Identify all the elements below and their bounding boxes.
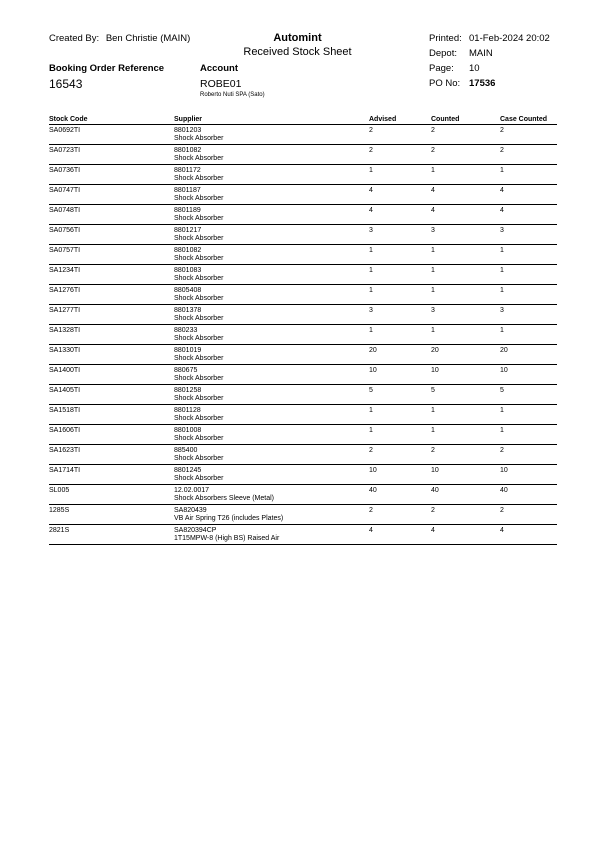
supplier-code: 8801245 — [174, 467, 202, 474]
supplier-code: 8801008 — [174, 427, 202, 434]
depot-value: MAIN — [469, 48, 493, 59]
created-by-value: Ben Christie (MAIN) — [105, 33, 191, 44]
advised-cell: 1 — [369, 265, 431, 285]
table-row — [49, 145, 557, 165]
case-counted-cell: 3 — [500, 305, 557, 325]
stock-code-cell: SA1400TI — [49, 365, 174, 385]
advised-cell: 5 — [369, 385, 431, 405]
supplier-code: 8801217 — [174, 227, 202, 234]
advised-cell: 2 — [369, 445, 431, 465]
supplier-cell — [174, 265, 369, 285]
item-description: Shock Absorber — [174, 195, 224, 202]
advised-cell: 4 — [369, 525, 431, 545]
supplier-cell — [174, 425, 369, 445]
table-row — [49, 285, 557, 305]
stock-code-cell: SA1276TI — [49, 285, 174, 305]
item-description: Shock Absorber — [174, 255, 224, 262]
supplier-cell — [174, 225, 369, 245]
counted-cell: 2 — [431, 125, 500, 145]
advised-cell: 1 — [369, 245, 431, 265]
supplier-cell — [174, 205, 369, 225]
table-body — [49, 125, 557, 545]
supplier-code: 8805408 — [174, 287, 202, 294]
table-row — [49, 325, 557, 345]
case-counted-cell: 2 — [500, 505, 557, 525]
item-description: Shock Absorber — [174, 295, 224, 302]
case-counted-cell: 4 — [500, 185, 557, 205]
stock-code-cell: SA0723TI — [49, 145, 174, 165]
printed-value: 01-Feb-2024 20:02 — [469, 33, 550, 44]
col-header-stock-code: Stock Code — [49, 113, 174, 125]
supplier-cell — [174, 245, 369, 265]
item-description: 1T15MPW-8 (High BS) Raised Air — [174, 535, 280, 542]
advised-cell: 1 — [369, 285, 431, 305]
supplier-code: 8801083 — [174, 267, 202, 274]
counted-cell: 1 — [431, 265, 500, 285]
advised-cell: 4 — [369, 185, 431, 205]
case-counted-cell: 4 — [500, 205, 557, 225]
advised-cell: 4 — [369, 205, 431, 225]
page-value: 10 — [469, 63, 480, 74]
stock-code-cell: SA1328TI — [49, 325, 174, 345]
case-counted-cell: 10 — [500, 365, 557, 385]
stock-code-cell: SA0756TI — [49, 225, 174, 245]
sheet-title: Received Stock Sheet — [243, 46, 352, 58]
advised-cell: 2 — [369, 505, 431, 525]
advised-cell: 1 — [369, 425, 431, 445]
supplier-code: 8801082 — [174, 147, 202, 154]
case-counted-cell: 1 — [500, 325, 557, 345]
col-header-counted: Counted — [431, 113, 500, 125]
supplier-code: 8801189 — [174, 207, 201, 214]
stock-code-cell: SA1277TI — [49, 305, 174, 325]
supplier-cell — [174, 165, 369, 185]
counted-cell: 20 — [431, 345, 500, 365]
supplier-code: 880675 — [174, 367, 198, 374]
supplier-code: 880233 — [174, 327, 198, 334]
item-description: Shock Absorber — [174, 455, 224, 462]
counted-cell: 4 — [431, 525, 500, 545]
table-row — [49, 345, 557, 365]
counted-cell: 4 — [431, 185, 500, 205]
table-row — [49, 245, 557, 265]
counted-cell: 2 — [431, 445, 500, 465]
item-description: Shock Absorbers Sleeve (Metal) — [174, 495, 274, 502]
page-label: Page: — [429, 63, 454, 74]
item-description: VB Air Spring T26 (includes Plates) — [174, 515, 284, 522]
supplier-cell — [174, 525, 369, 545]
supplier-cell — [174, 145, 369, 165]
company-name: Automint — [273, 32, 322, 44]
booking-ref-value: 16543 — [49, 77, 83, 91]
supplier-code: 12.02.0017 — [174, 487, 210, 494]
supplier-cell — [174, 325, 369, 345]
advised-cell: 10 — [369, 365, 431, 385]
counted-cell: 1 — [431, 425, 500, 445]
case-counted-cell: 2 — [500, 125, 557, 145]
table-row — [49, 405, 557, 425]
advised-cell: 1 — [369, 325, 431, 345]
printed-label: Printed: — [429, 33, 462, 44]
advised-cell: 40 — [369, 485, 431, 505]
advised-cell: 1 — [369, 165, 431, 185]
created-by-label: Created By: — [49, 33, 100, 44]
advised-cell: 20 — [369, 345, 431, 365]
supplier-code: 8801203 — [174, 127, 202, 134]
item-description: Shock Absorber — [174, 235, 224, 242]
table-row — [49, 485, 557, 505]
supplier-code: SA820394CP — [174, 527, 217, 534]
stock-code-cell: SA0748TI — [49, 205, 174, 225]
stock-code-cell: SA1518TI — [49, 405, 174, 425]
case-counted-cell: 1 — [500, 265, 557, 285]
stock-table — [49, 113, 557, 545]
supplier-cell — [174, 465, 369, 485]
advised-cell: 10 — [369, 465, 431, 485]
item-description: Shock Absorber — [174, 315, 224, 322]
stock-code-cell: SA1405TI — [49, 385, 174, 405]
item-description: Shock Absorber — [174, 435, 224, 442]
item-description: Shock Absorber — [174, 415, 224, 422]
advised-cell: 2 — [369, 145, 431, 165]
booking-ref-label: Booking Order Reference — [49, 63, 165, 74]
counted-cell: 3 — [431, 225, 500, 245]
item-description: Shock Absorber — [174, 335, 224, 342]
table-row — [49, 305, 557, 325]
supplier-cell — [174, 445, 369, 465]
stock-code-cell: SA1606TI — [49, 425, 174, 445]
stock-code-cell: SA0736TI — [49, 165, 174, 185]
item-description: Shock Absorber — [174, 215, 224, 222]
stock-code-cell: SA1623TI — [49, 445, 174, 465]
table-row — [49, 525, 557, 545]
counted-cell: 1 — [431, 325, 500, 345]
stock-code-cell: SA0747TI — [49, 185, 174, 205]
stock-code-cell: 1285S — [49, 505, 174, 525]
table-row — [49, 225, 557, 245]
account-name: Roberto Nuti SPA (Sato) — [200, 92, 265, 98]
case-counted-cell: 10 — [500, 465, 557, 485]
counted-cell: 4 — [431, 205, 500, 225]
case-counted-cell: 2 — [500, 445, 557, 465]
supplier-code: 8801172 — [174, 167, 201, 174]
case-counted-cell: 4 — [500, 525, 557, 545]
stock-code-cell: SA1714TI — [49, 465, 174, 485]
item-description: Shock Absorber — [174, 355, 224, 362]
supplier-cell — [174, 285, 369, 305]
supplier-code: SA820439 — [174, 507, 207, 514]
table-row — [49, 265, 557, 285]
stock-code-cell: SA1330TI — [49, 345, 174, 365]
table-row — [49, 125, 557, 145]
item-description: Shock Absorber — [174, 475, 224, 482]
supplier-code: 8801082 — [174, 247, 202, 254]
counted-cell: 10 — [431, 365, 500, 385]
advised-cell: 3 — [369, 305, 431, 325]
case-counted-cell: 1 — [500, 165, 557, 185]
table-row — [49, 205, 557, 225]
case-counted-cell: 1 — [500, 425, 557, 445]
case-counted-cell: 1 — [500, 285, 557, 305]
supplier-cell — [174, 405, 369, 425]
stock-code-cell: SA0757TI — [49, 245, 174, 265]
col-header-advised: Advised — [369, 113, 431, 125]
supplier-code: 885400 — [174, 447, 198, 454]
item-description: Shock Absorber — [174, 375, 224, 382]
account-label: Account — [200, 63, 238, 74]
case-counted-cell: 40 — [500, 485, 557, 505]
supplier-cell — [174, 385, 369, 405]
supplier-cell — [174, 125, 369, 145]
supplier-cell — [174, 505, 369, 525]
table-row — [49, 365, 557, 385]
supplier-code: 8801187 — [174, 187, 201, 194]
case-counted-cell: 20 — [500, 345, 557, 365]
account-code: ROBE01 — [200, 78, 242, 90]
item-description: Shock Absorber — [174, 275, 224, 282]
supplier-code: 8801378 — [174, 307, 202, 314]
supplier-cell — [174, 185, 369, 205]
item-description: Shock Absorber — [174, 175, 224, 182]
counted-cell: 5 — [431, 385, 500, 405]
item-description: Shock Absorber — [174, 155, 224, 162]
supplier-code: 8801128 — [174, 407, 201, 414]
supplier-code: 8801258 — [174, 387, 202, 394]
counted-cell: 10 — [431, 465, 500, 485]
col-header-case-counted: Case Counted — [500, 113, 557, 125]
case-counted-cell: 3 — [500, 225, 557, 245]
counted-cell: 1 — [431, 165, 500, 185]
stock-code-cell: SA0692TI — [49, 125, 174, 145]
counted-cell: 3 — [431, 305, 500, 325]
table-row — [49, 385, 557, 405]
table-row — [49, 165, 557, 185]
depot-label: Depot: — [429, 48, 457, 59]
case-counted-cell: 1 — [500, 245, 557, 265]
supplier-cell — [174, 305, 369, 325]
case-counted-cell: 2 — [500, 145, 557, 165]
counted-cell: 1 — [431, 405, 500, 425]
supplier-cell — [174, 485, 369, 505]
advised-cell: 1 — [369, 405, 431, 425]
counted-cell: 40 — [431, 485, 500, 505]
po-label: PO No: — [429, 78, 461, 89]
table-row — [49, 445, 557, 465]
po-value: 17536 — [469, 78, 496, 89]
table-row — [49, 505, 557, 525]
advised-cell: 3 — [369, 225, 431, 245]
advised-cell: 2 — [369, 125, 431, 145]
counted-cell: 1 — [431, 245, 500, 265]
item-description: Shock Absorber — [174, 135, 224, 142]
supplier-cell — [174, 365, 369, 385]
table-row — [49, 425, 557, 445]
supplier-cell — [174, 345, 369, 365]
table-header-row — [49, 113, 557, 125]
counted-cell: 2 — [431, 145, 500, 165]
case-counted-cell: 5 — [500, 385, 557, 405]
stock-code-cell: 2821S — [49, 525, 174, 545]
stock-code-cell: SL005 — [49, 485, 174, 505]
stock-code-cell: SA1234TI — [49, 265, 174, 285]
table-row — [49, 465, 557, 485]
case-counted-cell: 1 — [500, 405, 557, 425]
col-header-supplier: Supplier — [174, 113, 369, 125]
counted-cell: 2 — [431, 505, 500, 525]
supplier-code: 8801019 — [174, 347, 202, 354]
table-row — [49, 185, 557, 205]
item-description: Shock Absorber — [174, 395, 224, 402]
counted-cell: 1 — [431, 285, 500, 305]
